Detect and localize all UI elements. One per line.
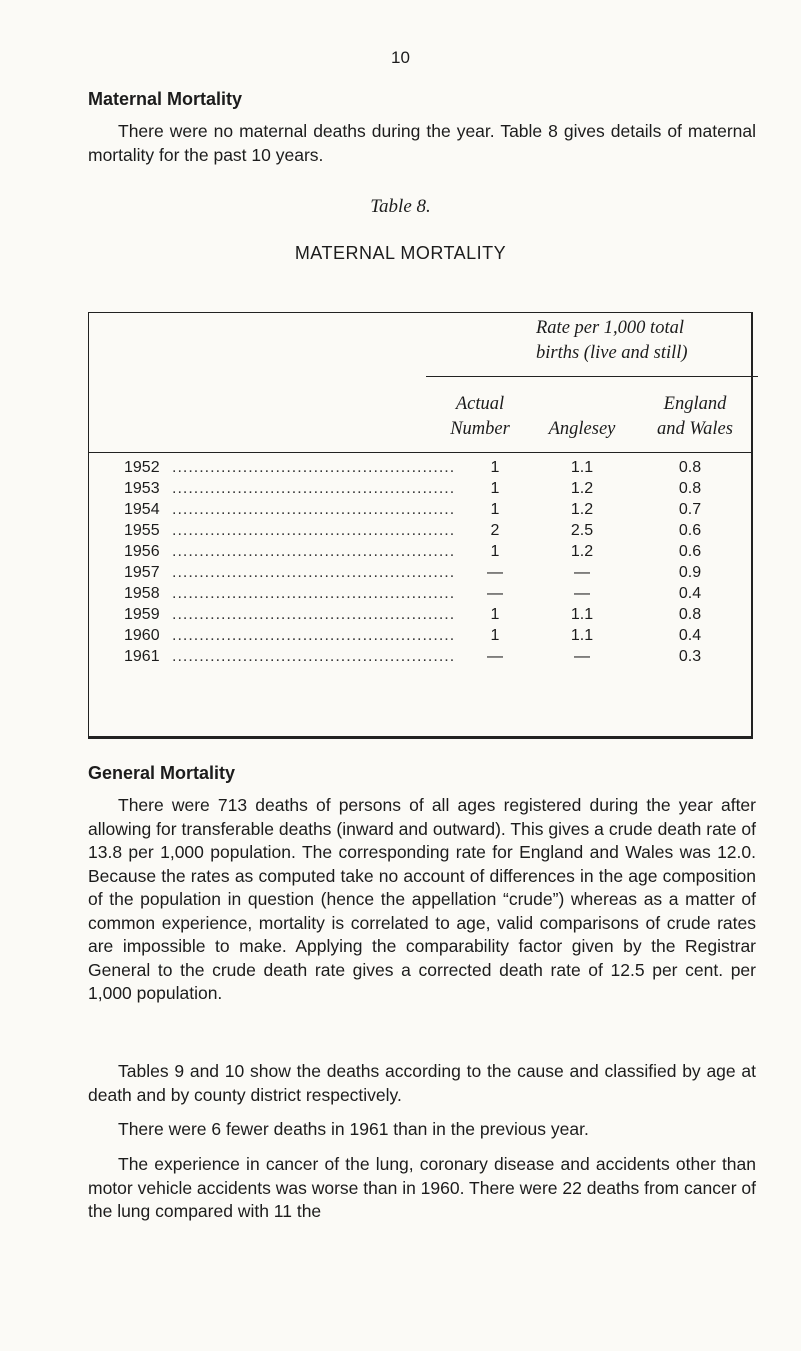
leader-dots: ....................................................: [172, 627, 456, 644]
row-anglesey: —: [574, 585, 590, 602]
row-year: 1958: [124, 585, 160, 602]
col-actual-line2: Number: [450, 419, 510, 439]
table-row: [0, 648, 801, 670]
table-row: [0, 543, 801, 565]
row-anglesey: 2.5: [570, 522, 594, 539]
col-england-line1: England: [663, 394, 727, 414]
col-england-line2: and Wales: [657, 419, 733, 439]
leader-dots: ....................................................: [172, 606, 456, 623]
table-row: [0, 501, 801, 523]
page-number: 10: [391, 48, 410, 67]
row-year: 1955: [124, 522, 160, 539]
col-actual-line1: Actual: [455, 394, 505, 414]
row-actual: 1: [490, 501, 500, 518]
table-row: [0, 522, 801, 544]
col-anglesey: Anglesey: [548, 419, 616, 439]
row-actual: 1: [490, 459, 500, 476]
leader-dots: ....................................................: [172, 585, 456, 602]
maternal-mortality-paragraph: There were no maternal deaths during the year. Table 8 gives details of maternal mortality for the past 10 years.: [88, 121, 756, 165]
row-anglesey: 1.1: [570, 459, 594, 476]
row-anglesey: —: [574, 648, 590, 665]
rate-header-line2: births (live and still): [536, 343, 688, 363]
table-row: [0, 564, 801, 586]
row-anglesey: 1.1: [570, 606, 594, 623]
row-anglesey: 1.1: [570, 627, 594, 644]
row-year: 1953: [124, 480, 160, 497]
leader-dots: ....................................................: [172, 501, 456, 518]
row-actual: —: [487, 648, 503, 665]
table-title: MATERNAL MORTALITY: [294, 243, 507, 263]
row-anglesey: 1.2: [570, 480, 594, 497]
row-england: 0.6: [678, 543, 702, 560]
row-england: 0.8: [678, 459, 702, 476]
leader-dots: ....................................................: [172, 564, 456, 581]
row-actual: 1: [490, 606, 500, 623]
table-row: [0, 459, 801, 481]
row-england: 0.7: [678, 501, 702, 518]
row-england: 0.6: [678, 522, 702, 539]
leader-dots: ....................................................: [172, 543, 456, 560]
row-england: 0.9: [678, 564, 702, 581]
row-year: 1956: [124, 543, 160, 560]
rate-header-line1: Rate per 1,000 total: [536, 318, 684, 338]
row-england: 0.8: [678, 606, 702, 623]
table-row: [0, 480, 801, 502]
table-row: [0, 606, 801, 628]
row-year: 1957: [124, 564, 160, 581]
row-england: 0.4: [678, 627, 702, 644]
general-mortality-paragraph-2: Tables 9 and 10 show the deaths according to the cause and classified by age at death and by county district respectively.: [88, 1061, 756, 1105]
table-label: Table 8.: [370, 196, 431, 217]
header-rule: [426, 376, 758, 377]
row-england: 0.8: [678, 480, 702, 497]
row-england: 0.3: [678, 648, 702, 665]
header-bottom-rule: [88, 452, 753, 453]
row-actual: 2: [490, 522, 500, 539]
row-actual: 1: [490, 627, 500, 644]
row-anglesey: 1.2: [570, 501, 594, 518]
row-year: 1954: [124, 501, 160, 518]
row-anglesey: 1.2: [570, 543, 594, 560]
row-year: 1959: [124, 606, 160, 623]
row-year: 1961: [124, 648, 160, 665]
row-actual: —: [487, 585, 503, 602]
leader-dots: ....................................................: [172, 522, 456, 539]
general-mortality-heading: General Mortality: [88, 763, 236, 783]
maternal-mortality-heading: Maternal Mortality: [88, 89, 243, 109]
row-year: 1960: [124, 627, 160, 644]
leader-dots: ....................................................: [172, 480, 456, 497]
general-mortality-paragraph-4: The experience in cancer of the lung, coronary disease and accidents other than motor vehicle accidents was worse than in 1960. There were 22 deaths from cancer of the lung compared with 11 the: [88, 1154, 756, 1221]
table-row: [0, 627, 801, 649]
row-anglesey: —: [574, 564, 590, 581]
general-mortality-paragraph-3: There were 6 fewer deaths in 1961 than in the previous year.: [118, 1119, 589, 1139]
row-england: 0.4: [678, 585, 702, 602]
row-actual: 1: [490, 480, 500, 497]
table-row: [0, 585, 801, 607]
leader-dots: ....................................................: [172, 459, 456, 476]
leader-dots: ....................................................: [172, 648, 456, 665]
row-actual: —: [487, 564, 503, 581]
row-actual: 1: [490, 543, 500, 560]
general-mortality-paragraph-1: There were 713 deaths of persons of all ages registered during the year after allowing for transferable deaths (inward and outward). This gives a crude death rate of 13.8 per 1,000 population. The corresponding rate for England and Wales was 12.0. Because the rates as computed take no account of differences in the age composition of the population in question (hence the appellation “crude”) whereas as a matter of common experience, mortality is correlated to age, valid comparisons of crude rates are impossible to make. Applying the comparability factor given by the Registrar General to the crude death rate gives a corrected death rate of 12.5 per cent. per 1,000 population.: [88, 795, 756, 1003]
row-year: 1952: [124, 459, 160, 476]
